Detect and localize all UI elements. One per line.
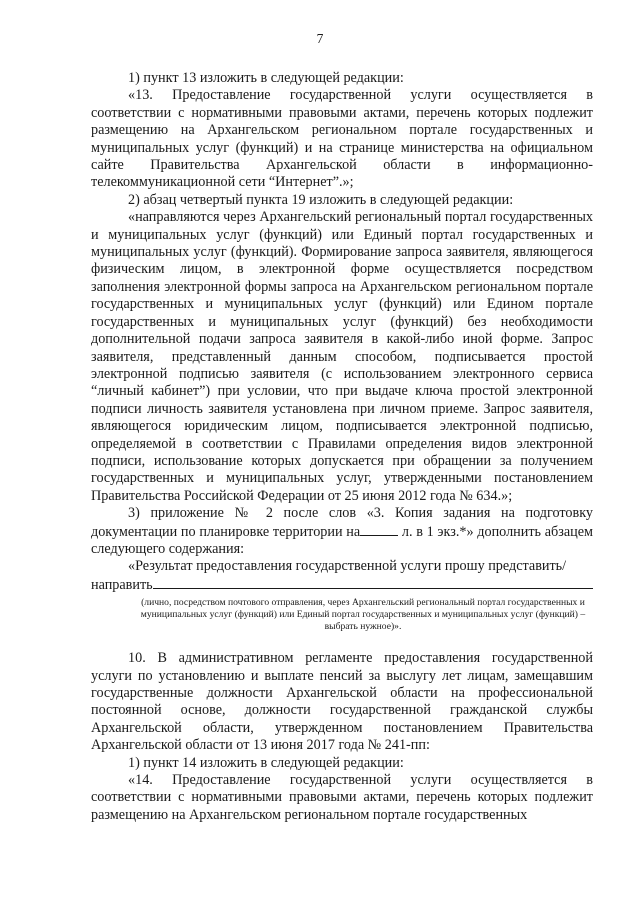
- paragraph-item-2: 2) абзац четвертый пункта 19 изложить в следующей редакции:: [128, 191, 514, 208]
- deliver-label: направить: [91, 576, 153, 593]
- paragraph-item-1b: 1) пункт 14 изложить в следующей редакции:: [128, 754, 404, 771]
- paragraph-item-3-before: 3) приложение № 2 после слов «3. Копия задания на подготовку документации по планировке территории на: [91, 505, 593, 540]
- paragraph-item-3-after: л. в 1 экз.*» дополнить абзацем следующего содержания:: [91, 523, 593, 557]
- paragraph-item-13: «13. Предоставление государственной услуги осуществляется в соответствии с нормативными правовыми актами, перечень которых подлежит размещению на Архангельском региональном портале государственных и муниципальных услуг (функций) и на странице министерства на официальном сайте Правительства Архангельской области в информационно-телекоммуникационной сети “Интернет”.»;: [91, 87, 593, 191]
- blank-line: [360, 523, 398, 536]
- paragraph-result: «Результат предоставления государственной услуги прошу представить/: [128, 558, 567, 575]
- document-body: [91, 70, 593, 824]
- blank-line: [153, 576, 593, 589]
- paragraph-item-19: «направляются через Архангельский региональный портал государственных и муниципальных услуг (функций) или Единый портал государственных и муниципальных услуг (функций). Формирование запроса заявителя, являющегося физическим лицом, в электронной форме осуществляется посредством заполнения электронной формы запроса на Архангельском региональном портале государственных и муниципальных услуг (функций) или Едином портале государственных и муниципальных услуг (функций) без необходимости дополнительной подачи запроса заявителя в какой-либо иной форме. Запрос заявителя, представленный данным способом, подписывается простой электронной подписью заявителя (с использованием электронного сервиса “личный кабинет”) при условии, что при выдаче ключа простой электронной подписи личность заявителя установлена при личном приеме. Запрос заявителя, являющегося юридическим лицом, подписывается электронной подписью, определяемой в соответствии с Правилами определения видов электронной подписи, использование которых допускается при обращении за получением государственных и муниципальных услуг, утвержденными постановлением Правительства Российской Федерации от 25 июня 2012 года № 634.»;: [91, 209, 593, 504]
- page-number: 7: [316, 31, 324, 46]
- spacer: [91, 633, 593, 650]
- paragraph-section-10: 10. В административном регламенте предоставления государственной услуги по установлению и выплате пенсий за выслугу лет лицам, замещавшим государственные должности Архангельской области на профессиональной постоянной основе, должности государственной гражданской службы Архангельской области, утвержденном постановлением Правительства Архангельской области от 13 июня 2017 года № 241-пп:: [91, 650, 593, 754]
- paragraph-item-3: [91, 505, 593, 558]
- paragraph-item-14: «14. Предоставление государственной услуги осуществляется в соответствии с нормативными правовыми актами, перечень которых подлежит размещению на Архангельском региональном портале государственных: [91, 772, 593, 823]
- paragraph-item-1: 1) пункт 13 изложить в следующей редакции:: [128, 70, 404, 86]
- paragraph-deliver: [91, 576, 593, 594]
- form-hint: (лично, посредством почтового отправления, через Архангельский региональный портал государственных и муниципальных услуг (функций) или Единый портал государственных и муниципальных услуг (функций) – выбрать нужное)».: [140, 597, 586, 633]
